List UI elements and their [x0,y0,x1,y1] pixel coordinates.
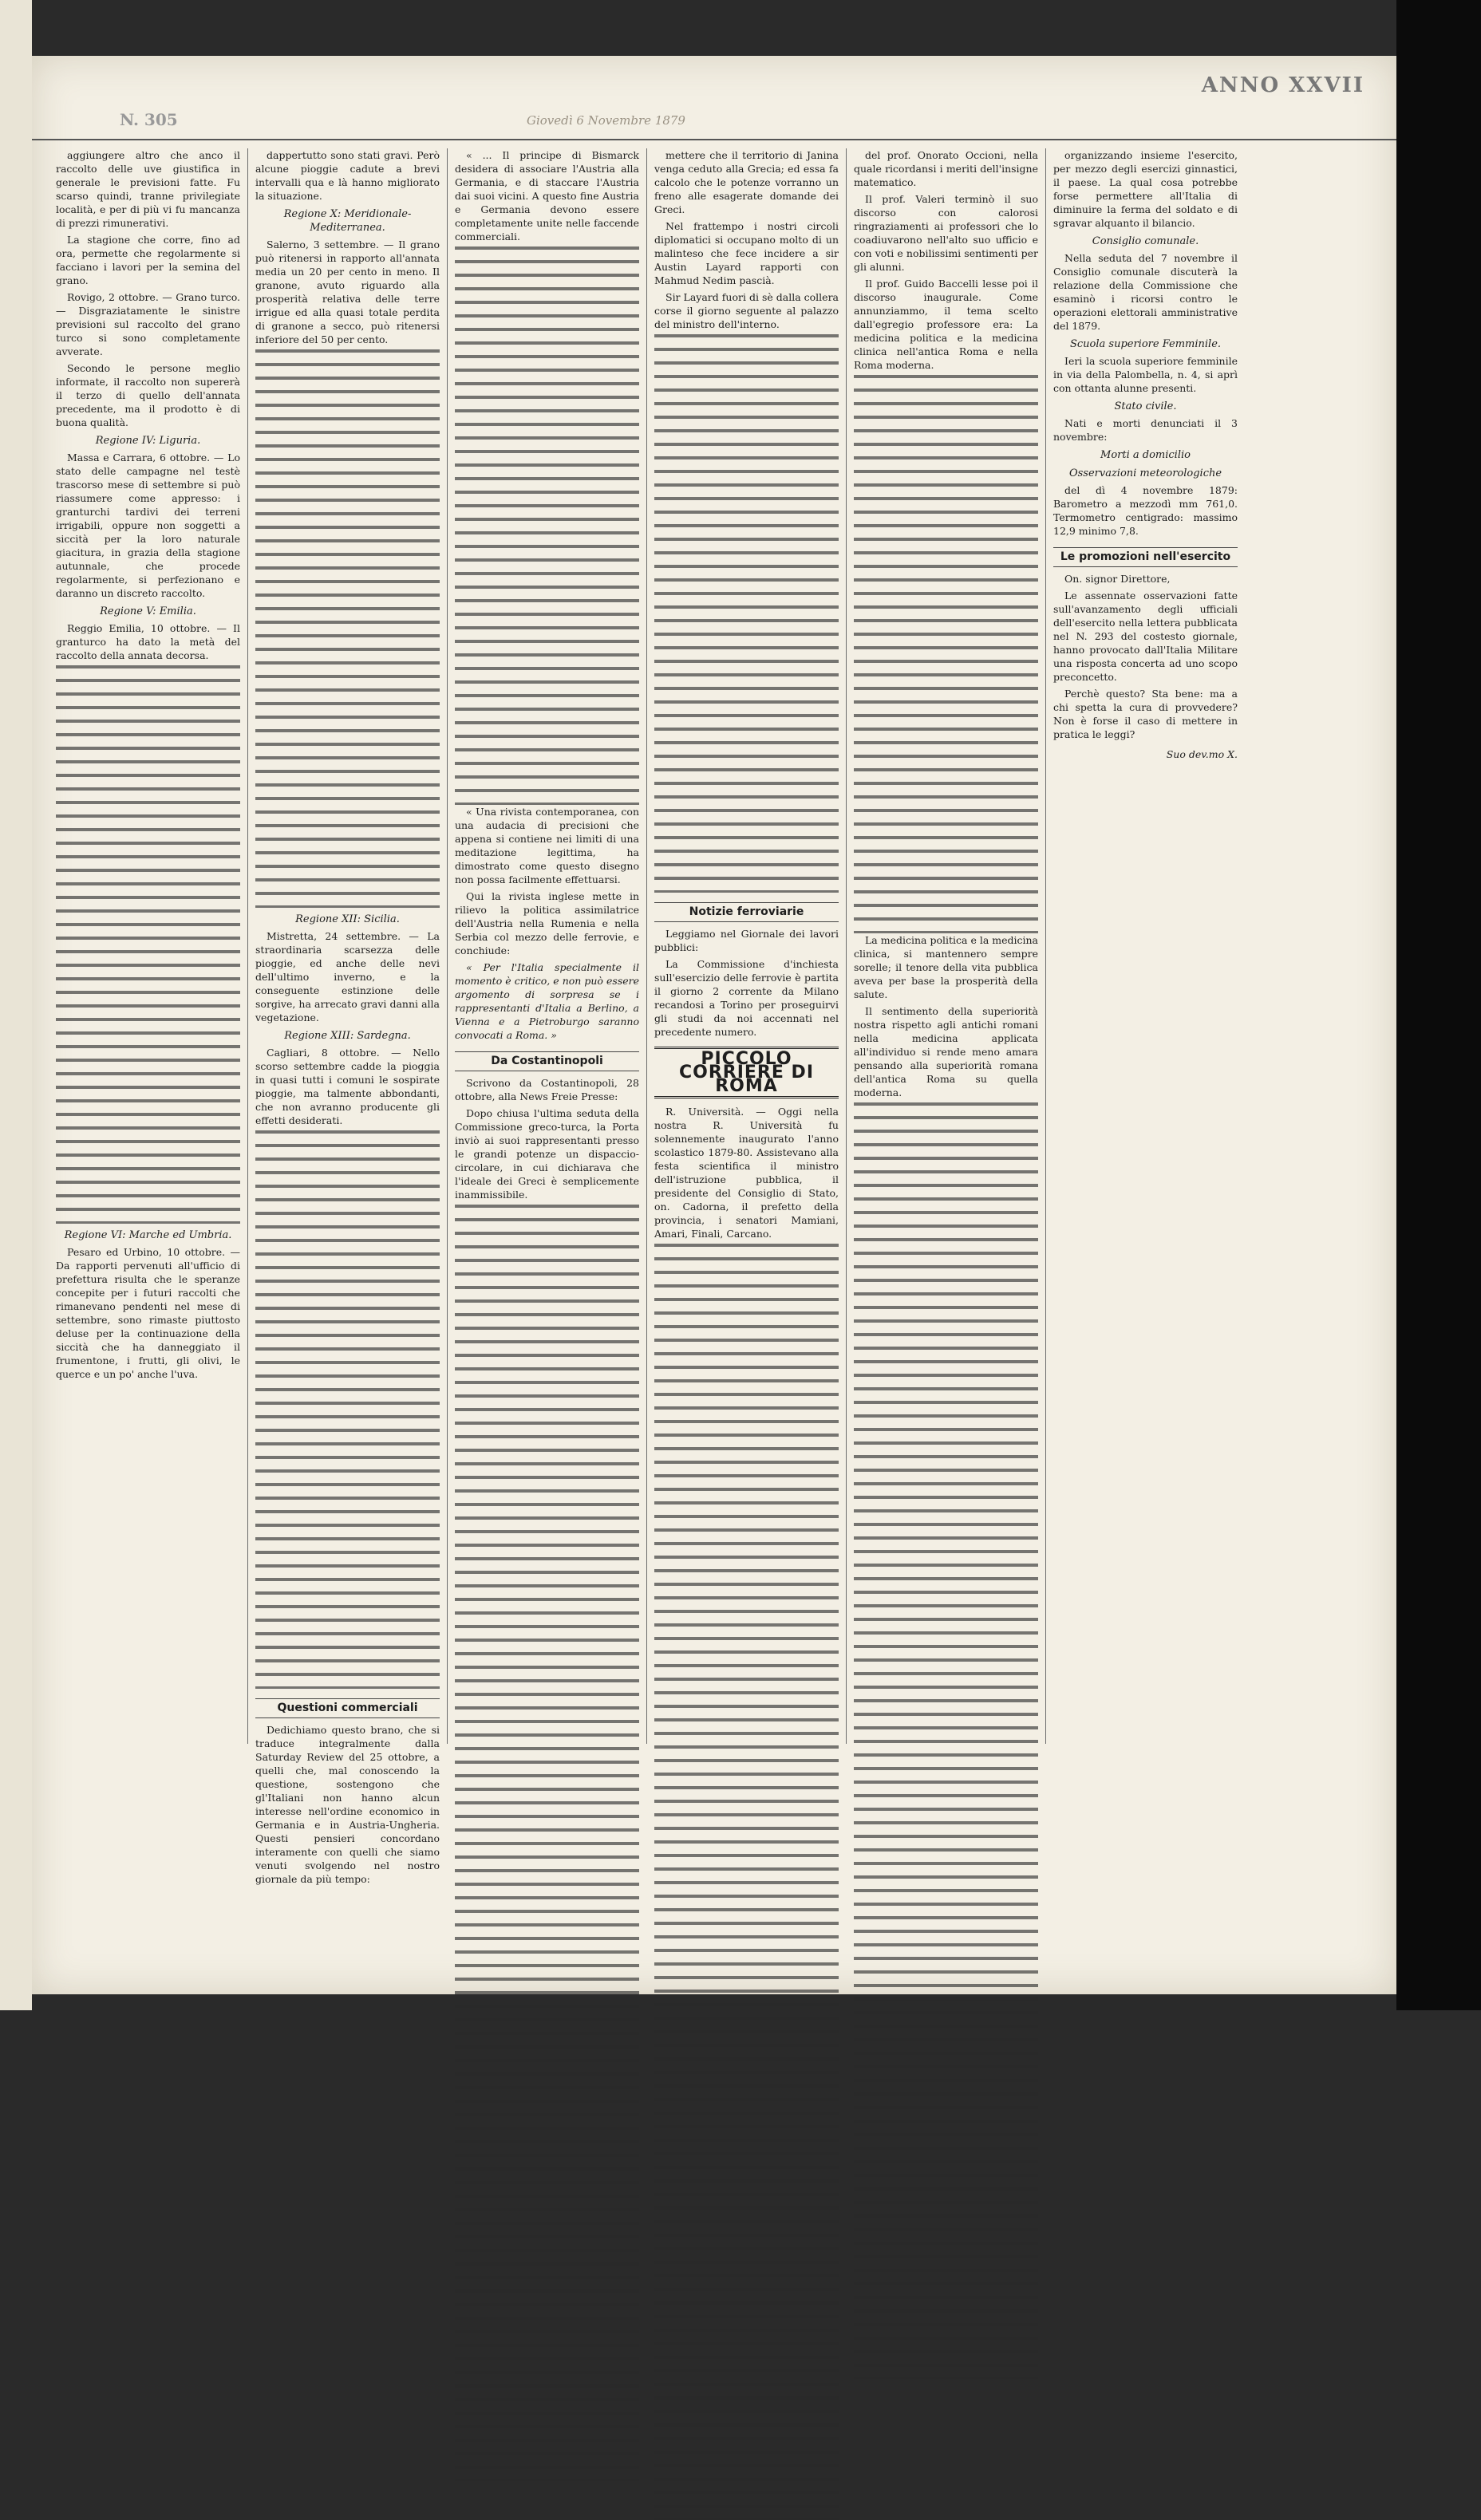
column-5 [854,148,1038,1744]
section-heading: Scuola superiore Femminile. [1069,338,1222,350]
section-masthead: PICCOLO CORRIERE DI ROMA [654,1047,839,1098]
newspaper-page [32,56,1396,1994]
section-heading: Regione XIII: Sardegna. [284,1030,411,1042]
section-heading: Regione XII: Sicilia. [295,913,400,925]
article-paragraph: La stagione che corre, fino ad ora, permette che regolarmente si facciano i lavori per la semina del grano. [56,234,240,286]
article-paragraph: Nati e morti denunciati il 3 novembre: [1053,417,1238,443]
article-paragraph: organizzando insieme l'esercito, per mezzo degli esercizi ginnastici, il paese. La qual cosa potrebbe forse permettere all'Italia di diminuire la ferma del soldato e di sgravar alquanto il bilancio. [1053,149,1238,229]
article-paragraph: Qui la rivista inglese mette in rilievo la politica assimilatrice dell'Austria nella Rumenia e nella Serbia col mezzo delle ferrovie, e conchiude: [455,890,639,956]
article-paragraph: Scrivono da Costantinopoli, 28 ottobre, alla News Freie Presse: [455,1077,639,1102]
column-6 [1053,148,1238,1744]
section-heading: Regione IV: Liguria. [95,435,201,447]
article-paragraph: Cagliari, 8 ottobre. — Nello scorso settembre cadde la pioggia in quasi tutti i comuni le sospirate pioggie, ma talmente abbondanti, che non avranno producente gli effetti desiderati. [255,1047,440,1126]
article-paragraph: « Una rivista contemporanea, con una audacia di precisioni che appena si contiene nei limiti di una meditazione legittima, ha dimostrato come questo disegno non possa facilmente effettuarsi. [455,806,639,885]
volume-label: ANNO XXVII [1201,73,1364,97]
article-paragraph: Le assennate osservazioni fatte sull'avanzamento degli ufficiali dell'esercito nella lettera pubblicata nel N. 293 del costesto giornale, hanno provocato dall'Italia Militare una risposta concerta ad uno scopo preconcetto. [1053,590,1238,683]
article-paragraph: aggiungere altro che anco il raccolto delle uve giustifica in generale le previsioni fatte. Fu scarso quindi, tranne privilegiate località, e per di più vi fu mancanza di prezzi rimunerativi. [56,149,240,229]
article-paragraph: Leggiamo nel Giornale dei lavori pubblici: [654,928,839,953]
article-paragraph: Mistretta, 24 settembre. — La straordinaria scarsezza delle pioggie, ed anche delle nevi dell'ultimo inverno, e la conseguente estinzione delle sorgive, ha arrecato gravi danni alla vegetazione. [255,930,440,1023]
text-lines [854,375,1038,933]
issue-date: Giovedì 6 Novembre 1879 [527,113,685,128]
article-paragraph: Rovigo, 2 ottobre. — Grano turco. — Disgraziatamente le sinistre previsioni sul raccolto del grano turco si sono completamente avverate. [56,291,240,357]
article-paragraph: R. Università. — Oggi nella nostra R. Università fu solennemente inaugurato l'anno scolastico 1879-80. Assistevano alla festa scientifica il ministro dell'istruzione pubblica, il presidente del Consiglio di Stato, on. Cadorna, il prefetto della provincia, i senatori Mamiani, Amari, Finali, Carcano. [654,1106,839,1240]
article-paragraph: Nella seduta del 7 novembre il Consiglio comunale discuterà la relazione della Commissione che esaminò i ricorsi contro le operazioni elettorali amministrative del 1879. [1053,252,1238,332]
column-rule [247,148,248,1744]
section-heading: Regione VI: Marche ed Umbria. [64,1229,232,1241]
article-paragraph: del dì 4 novembre 1879: Barometro a mezzodì mm 761,0. Termometro centigrado: massimo 12,9 minimo 7,8. [1053,484,1238,537]
article-paragraph: Il prof. Valeri terminò il suo discorso con calorosi ringraziamenti ai professori che lo coadiuvarono nell'alto suo ufficio e con voti e nobilissimi sentimenti per gli alunni. [854,193,1038,273]
section-heading: Morti a domicilio [1100,449,1191,461]
page-header [32,73,1396,140]
article-paragraph: mettere che il territorio di Janina venga ceduto alla Grecia; ed essa fa calcolo che le potenze vorranno un freno alle esagerate domande dei Greci. [654,149,839,215]
text-lines [455,246,639,805]
column-4 [654,148,839,1744]
column-rule [447,148,448,1744]
text-lines [654,1244,839,2520]
article-paragraph: Il prof. Guido Baccelli lesse poi il discorso inaugurale. Come annunziammo, il tema scelto dall'egregio professore era: La medicina politica e la medicina clinica nell'antica Roma e nella Roma moderna. [854,278,1038,371]
column-rule [646,148,647,1744]
article-quote: « Per l'Italia specialmente il momento è critico, e non può essere argomento di sorpresa se i rappresentanti d'Italia a Berlino, a Vienna e a Pietroburgo saranno convocati a Roma. » [455,961,639,1041]
issue-number: N. 305 [120,110,178,129]
section-heading: Stato civile. [1114,400,1177,412]
article-paragraph: Sir Layard fuori di sè dalla collera corse il giorno seguente al palazzo del ministro dell'interno. [654,291,839,330]
article-paragraph: del prof. Onorato Occioni, nella quale ricordansi i meriti dell'insigne matematico. [854,149,1038,188]
article-paragraph: Dopo chiusa l'ultima seduta della Commissione greco-turca, la Porta inviò ai suoi rappresentanti presso le grandi potenze un dispaccio-circolare, in cui dichiarava che l'ideale dei Greci è semplicemente inammissibile. [455,1107,639,1201]
article-paragraph: Pesaro ed Urbino, 10 ottobre. — Da rapporti pervenuti all'ufficio di prefettura risulta che le speranze concepite per i futuri raccolti che rimanevano pendenti nel mese di settembre, sono rimaste piuttosto deluse per la continuazione della siccità che ha danneggiato il frumentone, i frutti, gli olivi, le querce e un po' anche l'uva. [56,1246,240,1380]
article-title: Questioni commerciali [255,1698,440,1718]
article-paragraph: Perchè questo? Sta bene: ma a chi spetta la cura di provvedere? Non è forse il caso di mettere in pratica le leggi? [1053,688,1238,740]
scan-margin [1396,0,1481,2010]
column-rule [1045,148,1046,1744]
column-1 [56,148,240,1744]
article-paragraph: Secondo le persone meglio informate, il raccolto non supererà il terzo di quello dell'annata precedente, ma il prodotto è di buona qualità. [56,362,240,428]
article-paragraph: Salerno, 3 settembre. — Il grano può ritenersi in rapporto all'annata media un 20 per cento in meno. Il granone, avuto riguardo alla prosperità relativa delle terre irrigue ed alla quasi totale perdita di granone a secco, può ritenersi inferiore del 50 per cento. [255,239,440,345]
text-lines [854,1102,1038,2379]
article-title: Notizie ferroviarie [654,902,839,922]
article-paragraph: dappertutto sono stati gravi. Però alcune pioggie cadute a brevi intervalli qua e là hanno migliorato la situazione. [255,149,440,202]
article-paragraph: Nel frattempo i nostri circoli diplomatici si occupano molto di un malinteso che fece incidere a sir Austin Layard rapporti con Mahmud Nedim pascià. [654,220,839,286]
text-lines [255,349,440,908]
article-title: Da Costantinopoli [455,1051,639,1071]
letter-signature: Suo dev.mo X. [1166,748,1238,760]
section-heading: Regione V: Emilia. [100,605,196,617]
column-rule [846,148,847,1744]
text-lines [654,334,839,893]
article-paragraph: La medicina politica e la medicina clinica, si mantennero sempre sorelle; il tenore della vita pubblica aveva per base la prosperità della salute. [854,934,1038,1000]
article-paragraph: Dedichiamo questo brano, che si traduce integralmente dalla Saturday Review del 25 ottobre, a quelli che, mal conoscendo la questione, sostengono che gl'Italiani non hanno alcun interesse nell'ordine economico in Germania e in Austria-Ungheria. Questi pensieri concordano interamente con quelli che siamo venuti svolgendo nel nostro giornale da più tempo: [255,1724,440,1885]
text-lines [455,1205,639,2481]
section-heading: Regione X: Meridionale-Mediterranea. [283,208,412,234]
article-paragraph: Il sentimento della superiorità nostra rispetto agli antichi romani nella medicina applicata all'individuo si rende meno amara pensando alla superiorità romana dell'antica Roma su quella moderna. [854,1005,1038,1098]
article-title: Le promozioni nell'esercito [1053,547,1238,567]
article-paragraph: Massa e Carrara, 6 ottobre. — Lo stato delle campagne nel testè trascorso mese di settembre si può riassumere come appresso: i granturchi tardivi dei terreni irrigabili, oppure non soggetti a siccità per la loro naturale giacitura, in grazia della stagione autunnale, che procede regolarmente, si perfezionano e daranno un discreto raccolto. [56,452,240,599]
column-2 [255,148,440,1885]
article-paragraph: Reggio Emilia, 10 ottobre. — Il granturco ha dato la metà del raccolto della annata decorsa. [56,622,240,661]
article-paragraph: « ... Il principe di Bismarck desidera di associare l'Austria alla Germania, e di staccare l'Austria dai suoi vicini. A questo fine Austria e Germania devono essere completamente unite nelle faccende commerciali. [455,149,639,243]
text-lines [255,1130,440,1689]
column-3 [455,148,639,1744]
section-heading: Osservazioni meteorologiche [1068,467,1222,479]
article-paragraph: Ieri la scuola superiore femminile in via della Palombella, n. 4, si aprì con ottanta alunne presenti. [1053,355,1238,394]
page-left-edge [0,0,32,2010]
article-paragraph: La Commissione d'inchiesta sull'esercizio delle ferrovie è partita il giorno 2 corrente da Milano recandosi a Torino per proseguirvi gli studi da noi accennati nel precedente numero. [654,958,839,1038]
article-paragraph: On. signor Direttore, [1064,573,1171,585]
text-lines [56,665,240,1224]
section-heading: Consiglio comunale. [1092,235,1199,247]
